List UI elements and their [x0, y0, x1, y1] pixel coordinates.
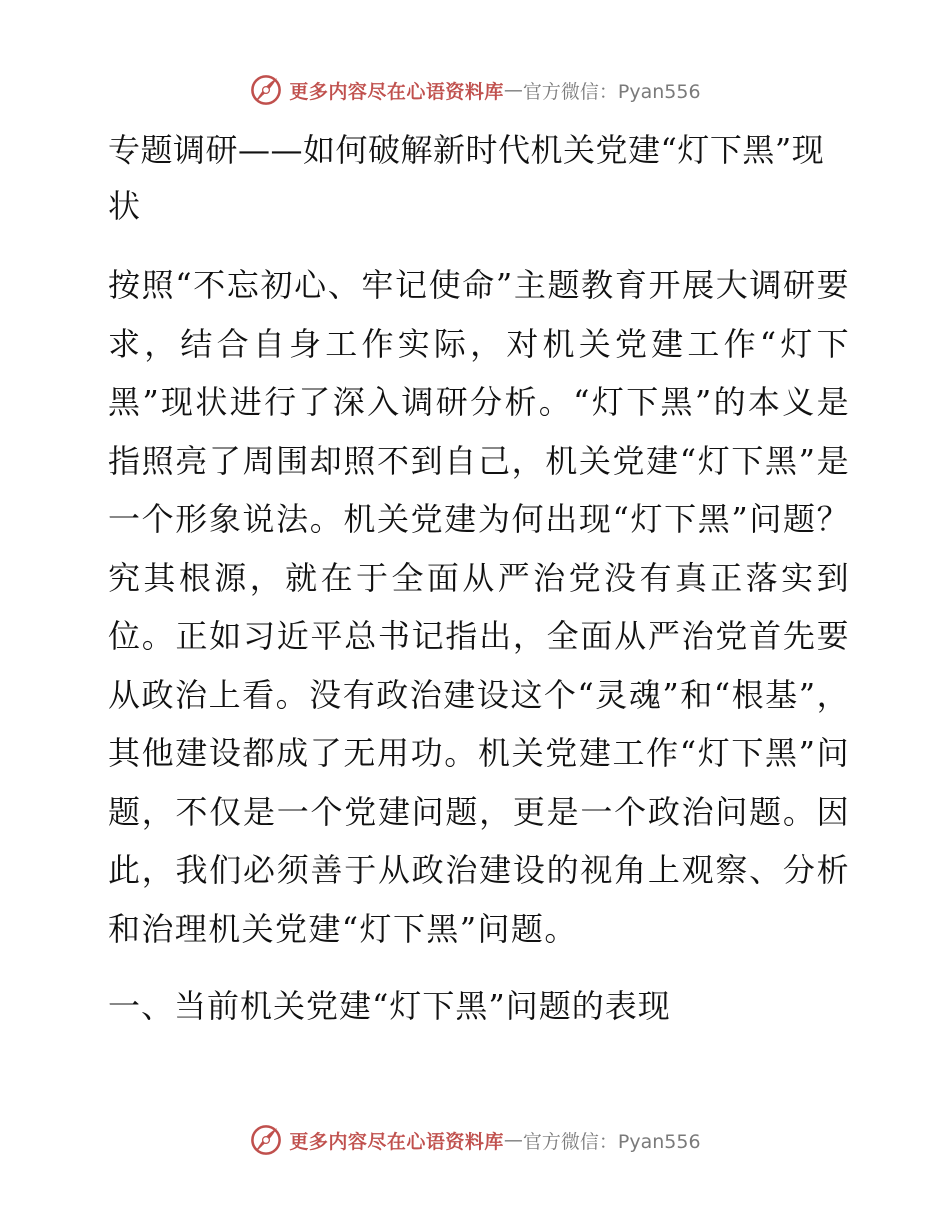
feather-pen-circle-icon — [249, 1123, 283, 1157]
document-title: 专题调研——如何破解新时代机关党建“灯下黑”现状 — [108, 131, 825, 225]
watermark-separator: — — [503, 1129, 523, 1151]
watermark-separator: — — [503, 79, 523, 101]
body-paragraph: 按照“不忘初心、牢记使命”主题教育开展大调研要求，结合自身工作实际，对机关党建工作“灯下黑”现状进行了深入调研分析。“灯下黑”的本义是指照亮了周围却照不到自己，机关党建“灯下黑”是一个形象说法。机关党建为何出现“灯下黑”问题？究其根源，就在于全面从严治党没有真正落实到位。正如习近平总书记指出，全面从严治党首先要从政治上看。没有政治建设这个“灵魂”和“根基”，其他建设都成了无用功。机关党建工作“灯下黑”问题，不仅是一个党建问题，更是一个政治问题。因此，我们必须善于从政治建设的视角上观察、分析和治理机关党建“灯下黑”问题。 — [108, 266, 850, 948]
document-body — [100, 122, 850, 1034]
header-watermark — [0, 70, 950, 110]
feather-pen-circle-icon — [249, 73, 283, 107]
watermark-text: 更多内容尽在心语资料库 — [289, 80, 504, 103]
footer-watermark — [0, 1120, 950, 1160]
watermark-text: 更多内容尽在心语资料库 — [289, 1130, 504, 1153]
watermark-official: 官方微信：Pyan556 — [522, 1130, 701, 1153]
section-heading: 一、当前机关党建“灯下黑”问题的表现 — [108, 987, 671, 1025]
watermark-official: 官方微信：Pyan556 — [522, 80, 701, 103]
